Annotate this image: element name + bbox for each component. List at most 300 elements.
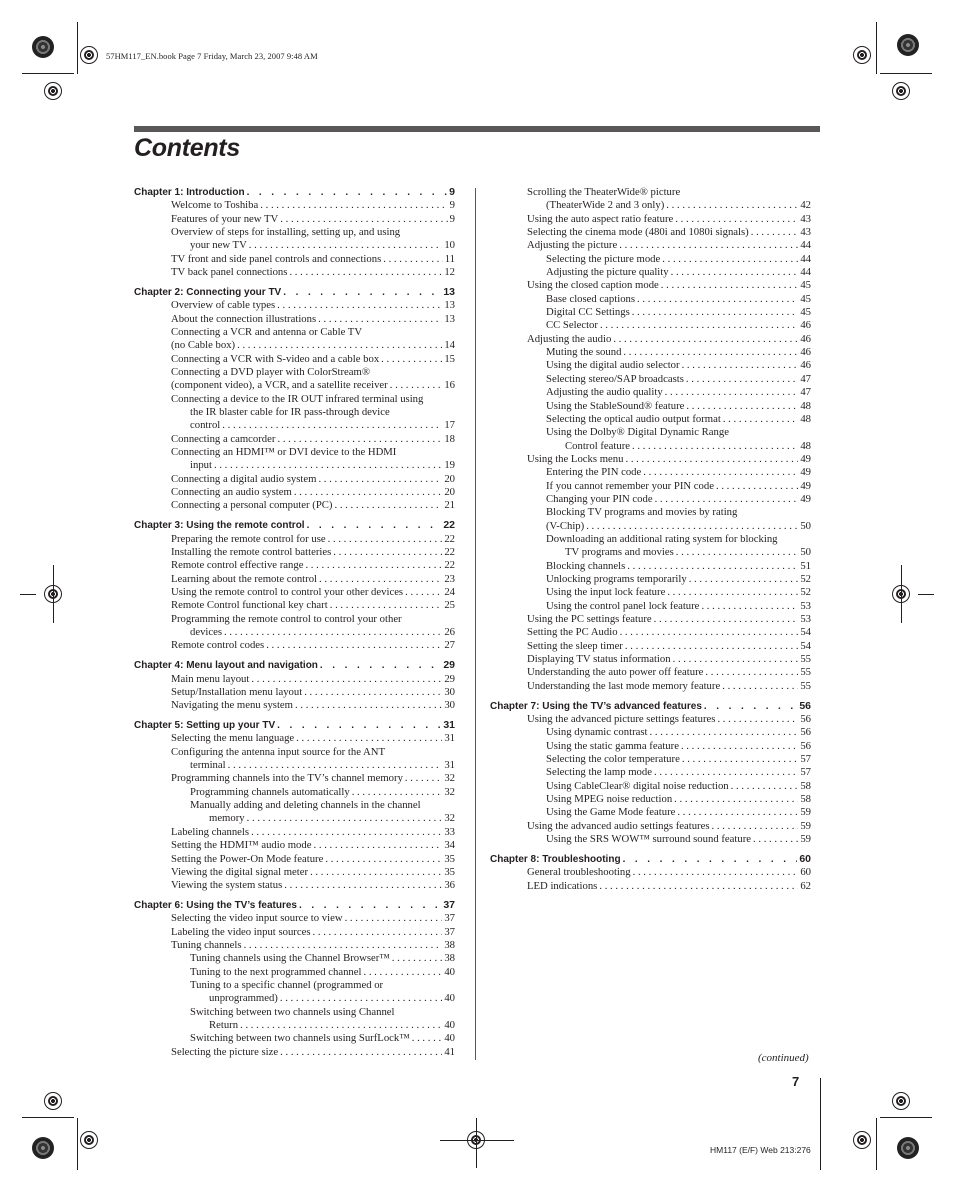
toc-entry-page: 53	[800, 613, 811, 625]
toc-entry-page: 22	[444, 532, 455, 545]
dot-leader	[363, 966, 442, 979]
toc-entry[interactable]	[134, 199, 455, 212]
dot-leader	[392, 952, 443, 965]
toc-entry[interactable]	[134, 459, 455, 472]
toc-entry[interactable]	[490, 780, 811, 793]
toc-entry-title: Tuning channels using the Channel Browser™	[190, 952, 390, 965]
toc-entry-page: 40	[444, 992, 455, 1005]
toc-entry-title: Muting the sound	[546, 346, 622, 359]
toc-entry[interactable]	[134, 326, 455, 339]
toc-chapter-entry[interactable]	[490, 700, 811, 713]
toc-entry-title: Selecting the picture mode	[546, 252, 661, 265]
toc-chapter-entry[interactable]	[134, 659, 455, 672]
toc-entry[interactable]	[134, 839, 455, 852]
dot-leader	[228, 759, 443, 772]
toc-entry-title: Chapter 1: Introduction	[134, 187, 245, 198]
dot-leader	[222, 419, 442, 432]
toc-entry-title: Using the Dolby® Digital Dynamic Range	[546, 426, 729, 439]
toc-entry-page: 41	[444, 1045, 455, 1058]
toc-entry-page: 33	[444, 825, 455, 838]
toc-entry-title: Programming channels automatically	[190, 785, 350, 798]
toc-entry[interactable]	[490, 586, 811, 599]
toc-entry-page: 56	[800, 712, 811, 725]
toc-entry-page: 46	[800, 359, 811, 372]
toc-entry-title: Chapter 8: Troubleshooting	[490, 853, 621, 865]
toc-entry[interactable]	[134, 213, 455, 226]
toc-entry[interactable]	[490, 820, 811, 833]
crop-mark	[22, 73, 74, 74]
dot-leader	[627, 560, 798, 573]
registration-mark-icon	[80, 46, 98, 64]
toc-entry[interactable]	[490, 713, 811, 726]
toc-entry[interactable]	[134, 339, 455, 352]
toc-entry-title: Using the advanced picture settings features	[527, 712, 716, 725]
toc-entry[interactable]	[134, 239, 455, 252]
toc-entry-title: (TheaterWide 2 and 3 only)	[546, 199, 665, 212]
toc-entry[interactable]	[134, 1019, 455, 1032]
toc-entry-page: 24	[444, 585, 455, 598]
toc-entry[interactable]	[134, 486, 455, 499]
toc-entry-page: 54	[800, 626, 811, 639]
toc-entry-page: 59	[800, 819, 811, 832]
toc-entry-title: Learning about the remote control	[171, 572, 318, 585]
toc-entry-title: Navigating the menu system	[171, 699, 293, 712]
toc-entry[interactable]	[490, 400, 811, 413]
dot-leader	[666, 199, 798, 212]
toc-entry-page: 57	[800, 766, 811, 779]
toc-entry[interactable]	[490, 726, 811, 739]
toc-entry[interactable]	[134, 673, 455, 686]
toc-entry[interactable]	[134, 853, 455, 866]
toc-entry-title: Remote Control functional key chart	[171, 599, 328, 612]
toc-chapter-entry[interactable]	[134, 286, 455, 299]
toc-entry-page: 56	[800, 739, 811, 752]
toc-entry-page: 58	[800, 792, 811, 805]
dot-leader	[599, 880, 798, 893]
toc-entry[interactable]	[134, 912, 455, 925]
toc-entry-title: Using the Locks menu	[527, 452, 624, 465]
crop-mark	[22, 1117, 74, 1118]
toc-entry-title: Programming channels into the TV’s channel memory	[171, 772, 403, 785]
dot-leader	[294, 486, 443, 499]
crop-mark	[876, 22, 877, 74]
dot-leader	[723, 413, 798, 426]
toc-entry[interactable]	[490, 880, 811, 893]
toc-entry[interactable]	[134, 786, 455, 799]
dot-leader	[682, 359, 799, 372]
toc-entry[interactable]	[134, 299, 455, 312]
toc-entry[interactable]	[134, 1046, 455, 1059]
toc-entry-page: 9	[449, 212, 455, 225]
toc-entry-page: 13	[444, 299, 455, 312]
dot-leader	[381, 353, 442, 366]
toc-entry-page: 37	[443, 899, 455, 912]
toc-entry[interactable]	[490, 413, 811, 426]
toc-entry[interactable]	[490, 426, 811, 439]
toc-entry-title: Chapter 6: Using the TV’s features	[134, 900, 297, 912]
crop-mark	[476, 1118, 477, 1168]
toc-entry-page: 31	[443, 719, 455, 732]
toc-entry[interactable]	[490, 359, 811, 372]
toc-entry[interactable]	[134, 732, 455, 745]
toc-entry[interactable]	[490, 833, 811, 846]
toc-entry[interactable]	[490, 546, 811, 559]
toc-entry-title: Selecting the video input source to view	[171, 912, 343, 925]
toc-entry-page: 27	[444, 639, 455, 652]
toc-entry-title: Connecting a device to the IR OUT infrared terminal using	[171, 392, 424, 405]
dot-leader	[390, 379, 443, 392]
dot-leader	[705, 666, 798, 679]
toc-entry-title: Return	[209, 1019, 239, 1032]
toc-entry[interactable]	[490, 573, 811, 586]
toc-entry-page: 44	[800, 266, 811, 279]
toc-entry-page: 49	[800, 452, 811, 465]
dot-leader	[712, 820, 799, 833]
toc-entry[interactable]	[134, 759, 455, 772]
crop-mark	[880, 73, 932, 74]
toc-entry[interactable]	[490, 753, 811, 766]
toc-entry-title: Using MPEG noise reduction	[546, 792, 673, 805]
toc-entry-title: Overview of cable types	[171, 299, 276, 312]
toc-chapter-entry[interactable]	[134, 186, 455, 199]
toc-entry-page: 22	[443, 519, 455, 532]
toc-entry-title: Remote control effective range	[171, 559, 304, 572]
toc-entry-title: Using the static gamma feature	[546, 739, 679, 752]
crop-mark	[77, 1118, 78, 1170]
toc-entry-page: 30	[444, 685, 455, 698]
toc-entry[interactable]	[490, 560, 811, 573]
toc-left-column	[134, 186, 455, 1059]
toc-entry-title: Connecting a VCR with S-video and a cable box	[171, 352, 380, 365]
toc-entry[interactable]	[134, 586, 455, 599]
toc-entry[interactable]	[134, 812, 455, 825]
toc-entry-title: Switching between two channels using SurfLock™	[190, 1032, 410, 1045]
toc-entry[interactable]	[490, 680, 811, 693]
toc-entry[interactable]	[134, 433, 455, 446]
toc-entry[interactable]	[134, 799, 455, 812]
toc-entry-title: Selecting the picture size	[171, 1045, 279, 1058]
toc-entry[interactable]	[490, 866, 811, 879]
toc-entry[interactable]	[134, 599, 455, 612]
dot-leader	[299, 899, 441, 912]
toc-entry[interactable]	[134, 419, 455, 432]
toc-entry-title: Using dynamic contrast	[546, 726, 648, 739]
toc-entry[interactable]	[490, 346, 811, 359]
toc-entry-page: 38	[444, 939, 455, 952]
color-bar-icon	[32, 1137, 54, 1159]
toc-entry-title: Selecting stereo/SAP broadcasts	[546, 372, 684, 385]
toc-entry[interactable]	[134, 979, 455, 992]
toc-entry-page: 50	[800, 546, 811, 559]
toc-entry[interactable]	[134, 353, 455, 366]
toc-entry[interactable]	[134, 533, 455, 546]
toc-entry[interactable]	[490, 666, 811, 679]
dot-leader	[289, 266, 442, 279]
toc-entry-title: Base closed captions	[546, 292, 636, 305]
color-bar-icon	[897, 34, 919, 56]
toc-entry[interactable]	[134, 1006, 455, 1019]
toc-entry[interactable]	[490, 520, 811, 533]
toc-entry[interactable]	[490, 226, 811, 239]
dot-leader	[716, 480, 798, 493]
toc-entry-title: Configuring the antenna input source for the ANT	[171, 745, 385, 758]
crop-mark	[901, 565, 902, 623]
toc-entry-page: 48	[800, 412, 811, 425]
toc-entry[interactable]	[134, 626, 455, 639]
toc-entry-page: 55	[800, 653, 811, 666]
dot-leader	[625, 640, 798, 653]
toc-entry[interactable]	[134, 772, 455, 785]
toc-entry[interactable]	[490, 319, 811, 332]
toc-entry[interactable]	[134, 1032, 455, 1045]
toc-entry-title: Chapter 5: Setting up your TV	[134, 720, 276, 732]
toc-entry-title: Tuning to the next programmed channel	[190, 965, 362, 978]
toc-entry[interactable]	[134, 866, 455, 879]
dot-leader	[333, 546, 442, 559]
toc-entry-title: Setting the HDMI™ audio mode	[171, 839, 312, 852]
toc-entry[interactable]	[134, 639, 455, 652]
dot-leader	[334, 499, 442, 512]
dot-leader	[600, 319, 798, 332]
toc-entry-page: 49	[800, 492, 811, 505]
toc-entry[interactable]	[134, 879, 455, 892]
toc-entry-title: Connecting an audio system	[171, 486, 292, 499]
toc-entry-title: Selecting the optical audio output format	[546, 412, 721, 425]
toc-entry-title: Digital CC Settings	[546, 306, 630, 319]
toc-entry-title: Programming the remote control to control your other	[171, 612, 402, 625]
dot-leader	[247, 812, 443, 825]
dot-leader	[412, 1032, 443, 1045]
toc-entry[interactable]	[134, 406, 455, 419]
dot-leader	[613, 333, 798, 346]
registration-mark-icon	[80, 1131, 98, 1149]
toc-entry-page: 26	[444, 626, 455, 638]
toc-entry[interactable]	[134, 266, 455, 279]
toc-entry-page: 47	[800, 372, 811, 385]
dot-leader	[345, 912, 443, 925]
print-job-code: HM117 (E/F) Web 213:276	[710, 1145, 811, 1155]
toc-entry[interactable]	[134, 379, 455, 392]
toc-entry[interactable]	[134, 939, 455, 952]
toc-entry-page: 16	[444, 379, 455, 392]
crop-mark	[77, 22, 78, 74]
toc-entry[interactable]	[490, 386, 811, 399]
toc-entry[interactable]	[134, 499, 455, 512]
toc-entry[interactable]	[134, 966, 455, 979]
dot-leader	[277, 719, 441, 732]
dot-leader	[667, 586, 798, 599]
toc-entry-title: Connecting a digital audio system	[171, 472, 317, 485]
toc-entry[interactable]	[490, 373, 811, 386]
toc-entry[interactable]	[490, 533, 811, 546]
dot-leader	[237, 339, 442, 352]
dot-leader	[623, 853, 798, 866]
toc-entry[interactable]	[490, 253, 811, 266]
toc-entry-title: Using the advanced audio settings features	[527, 819, 710, 832]
dot-leader	[251, 673, 442, 686]
toc-entry[interactable]	[134, 699, 455, 712]
toc-entry[interactable]	[490, 506, 811, 519]
toc-entry-title: terminal	[190, 759, 226, 772]
toc-entry[interactable]	[490, 493, 811, 506]
toc-entry-title: Chapter 7: Using the TV’s advanced features	[490, 700, 702, 712]
toc-entry[interactable]	[134, 613, 455, 626]
toc-entry[interactable]	[134, 446, 455, 459]
toc-entry[interactable]	[490, 626, 811, 639]
toc-entry-page: 49	[800, 479, 811, 492]
toc-entry-page: 55	[800, 679, 811, 692]
registration-mark-icon	[853, 46, 871, 64]
toc-entry-title: Connecting a DVD player with ColorStream®	[171, 365, 370, 378]
toc-entry[interactable]	[134, 253, 455, 266]
dot-leader	[330, 599, 443, 612]
toc-entry[interactable]	[134, 473, 455, 486]
toc-entry[interactable]	[490, 613, 811, 626]
dot-leader	[650, 726, 799, 739]
toc-entry-title: Using the auto aspect ratio feature	[527, 212, 674, 225]
dot-leader	[247, 186, 448, 199]
toc-entry-title: Adjusting the picture quality	[546, 266, 669, 279]
toc-entry[interactable]	[490, 766, 811, 779]
dot-leader	[277, 299, 442, 312]
toc-entry[interactable]	[490, 266, 811, 279]
dot-leader	[249, 239, 443, 252]
toc-chapter-entry[interactable]	[134, 899, 455, 912]
toc-entry-page: 32	[444, 785, 455, 798]
toc-entry[interactable]	[490, 293, 811, 306]
toc-entry-title: TV programs and movies	[565, 546, 674, 559]
toc-entry-page: 56	[799, 699, 811, 712]
toc-entry[interactable]	[490, 306, 811, 319]
dot-leader	[251, 826, 442, 839]
toc-entry[interactable]	[134, 546, 455, 559]
toc-entry[interactable]	[490, 239, 811, 252]
toc-entry-title: Selecting the menu language	[171, 732, 295, 745]
toc-entry-page: 21	[444, 499, 455, 512]
toc-entry-page: 19	[444, 459, 455, 472]
toc-chapter-entry[interactable]	[134, 719, 455, 732]
title-rule	[134, 126, 820, 132]
dot-leader	[620, 626, 799, 639]
toc-entry-page: 37	[444, 912, 455, 925]
toc-entry[interactable]	[134, 573, 455, 586]
toc-entry[interactable]	[134, 559, 455, 572]
toc-entry[interactable]	[134, 826, 455, 839]
dot-leader	[632, 306, 799, 319]
toc-entry-page: 59	[800, 833, 811, 845]
toc-entry-title: Tuning channels	[171, 939, 242, 952]
toc-entry-page: 59	[800, 806, 811, 819]
toc-entry-page: 43	[800, 226, 811, 239]
toc-entry[interactable]	[134, 686, 455, 699]
toc-entry-page: 20	[444, 486, 455, 499]
toc-entry[interactable]	[134, 746, 455, 759]
toc-entry-title: your new TV	[190, 239, 247, 252]
toc-entry[interactable]	[134, 226, 455, 239]
toc-entry[interactable]	[490, 186, 811, 199]
dot-leader	[623, 346, 798, 359]
dot-leader	[689, 573, 799, 586]
dot-leader	[654, 613, 799, 626]
toc-chapter-entry[interactable]	[490, 853, 811, 866]
toc-entry-title: TV back panel connections	[171, 266, 288, 279]
toc-entry-title: Adjusting the picture	[527, 239, 618, 252]
toc-chapter-entry[interactable]	[134, 519, 455, 532]
toc-entry-title: Displaying TV status information	[527, 653, 671, 666]
toc-entry[interactable]	[490, 279, 811, 292]
toc-entry-title: Main menu layout	[171, 672, 250, 685]
dot-leader	[240, 1019, 442, 1032]
toc-entry[interactable]	[490, 740, 811, 753]
crop-mark	[880, 1117, 932, 1118]
toc-entry[interactable]	[134, 313, 455, 326]
dot-leader	[671, 266, 799, 279]
toc-entry[interactable]	[490, 466, 811, 479]
toc-entry-title: Blocking channels	[546, 559, 626, 572]
toc-entry-title: devices	[190, 626, 223, 638]
toc-entry-title: Setting the Power-On Mode feature	[171, 852, 324, 865]
toc-entry-title: Using the digital audio selector	[546, 359, 680, 372]
toc-entry-page: 44	[800, 252, 811, 265]
dot-leader	[313, 926, 443, 939]
dot-leader	[283, 286, 441, 299]
toc-entry-title: Selecting the lamp mode	[546, 766, 652, 779]
file-info-header: 57HM117_EN.book Page 7 Friday, March 23, 2007 9:48 AM	[106, 51, 318, 61]
toc-entry[interactable]	[490, 213, 811, 226]
toc-entry[interactable]	[134, 952, 455, 965]
toc-entry[interactable]	[490, 453, 811, 466]
toc-entry-title: If you cannot remember your PIN code	[546, 479, 714, 492]
toc-entry[interactable]	[490, 793, 811, 806]
toc-entry-title: Chapter 4: Menu layout and navigation	[134, 660, 318, 672]
toc-entry[interactable]	[490, 440, 811, 453]
toc-entry[interactable]	[134, 926, 455, 939]
dot-leader	[405, 772, 442, 785]
toc-entry[interactable]	[490, 600, 811, 613]
dot-leader	[260, 199, 447, 212]
toc-entry-title: Switching between two channels using Channel	[190, 1005, 395, 1018]
toc-entry-title: TV front and side panel controls and connections	[171, 252, 382, 265]
toc-entry-title: Setting the sleep timer	[527, 639, 623, 652]
toc-entry-title: Chapter 2: Connecting your TV	[134, 286, 282, 298]
dot-leader	[731, 780, 799, 793]
dot-leader	[673, 653, 799, 666]
toc-entry[interactable]	[134, 393, 455, 406]
toc-entry-page: 47	[800, 386, 811, 399]
toc-entry[interactable]	[134, 366, 455, 379]
toc-entry-page: 17	[444, 419, 455, 432]
dot-leader	[320, 659, 441, 672]
dot-leader	[319, 573, 442, 586]
toc-entry[interactable]	[490, 653, 811, 666]
toc-entry[interactable]	[490, 333, 811, 346]
toc-entry-title: Connecting a VCR and antenna or Cable TV	[171, 325, 363, 338]
dot-leader	[753, 833, 798, 846]
toc-entry[interactable]	[490, 640, 811, 653]
toc-entry[interactable]	[490, 199, 811, 212]
dot-leader	[284, 879, 442, 892]
toc-entry[interactable]	[490, 806, 811, 819]
toc-entry[interactable]	[490, 480, 811, 493]
toc-entry[interactable]	[134, 992, 455, 1005]
toc-entry-title: CC Selector	[546, 319, 598, 332]
dot-leader	[305, 559, 442, 572]
dot-leader	[352, 786, 443, 799]
registration-mark-icon	[892, 1092, 910, 1110]
dot-leader	[280, 1046, 442, 1059]
toc-entry-title: Entering the PIN code	[546, 466, 642, 479]
toc-entry-title: Connecting a personal computer (PC)	[171, 499, 333, 512]
